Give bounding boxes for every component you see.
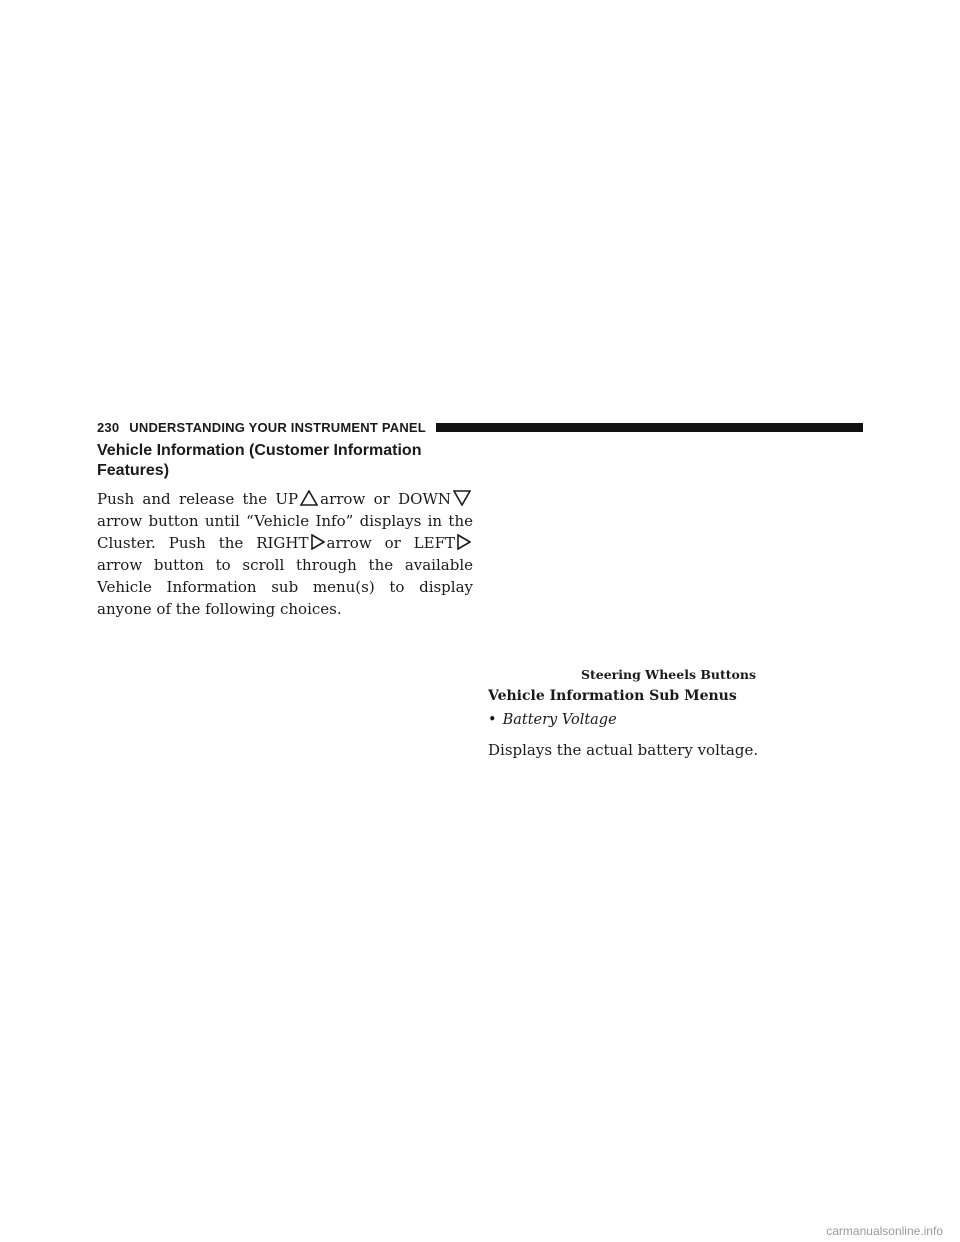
battery-voltage-description: Displays the actual battery voltage. [488, 741, 759, 759]
left-arrow-icon [457, 534, 471, 550]
paragraph-text: arrow button until “Vehicle Info” displays in the Cluster. Push the RIGHT [97, 512, 473, 552]
paragraph-text: Push and release the UP [97, 490, 299, 508]
watermark: carmanualsonline.info [826, 1224, 943, 1238]
instructions-paragraph [97, 488, 473, 620]
section-title: UNDERSTANDING YOUR INSTRUMENT PANEL [129, 419, 426, 435]
list-item [488, 712, 868, 728]
up-arrow-icon [300, 490, 318, 506]
paragraph-text: arrow button to scroll through the available Vehicle Information sub menu(s) to display anyone of the following choices. [97, 556, 473, 618]
paragraph-text: arrow or DOWN [320, 490, 451, 508]
list-item-label: Battery Voltage [502, 712, 617, 728]
section-heading: Vehicle Information (Customer Information Features) [97, 442, 422, 479]
figure-caption: Steering Wheels Buttons [580, 667, 756, 682]
paragraph-text: arrow or LEFT [326, 534, 455, 552]
bullet-dot: • [488, 712, 497, 728]
submenu-heading: Vehicle Information Sub Menus [488, 688, 737, 704]
header-rule [436, 423, 863, 432]
page-number: 230 [97, 419, 120, 435]
down-arrow-icon [453, 490, 471, 506]
page-header [97, 418, 863, 436]
right-arrow-icon [311, 534, 325, 550]
